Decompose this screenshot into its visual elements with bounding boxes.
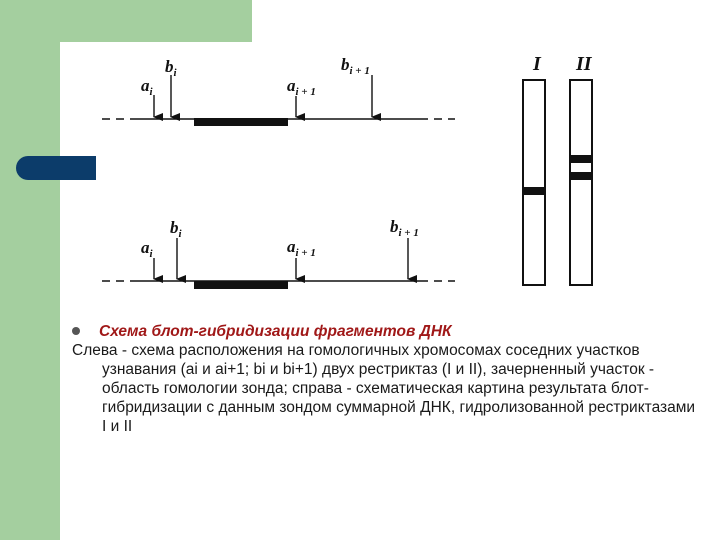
chromosome-row-2 [102,217,455,289]
lane-I-band [523,187,545,195]
lane-label-I: I [533,53,541,75]
gel-lane-I [523,80,545,285]
label-b-i1: $b_{i + 1}$ [390,217,419,239]
label-b-i: $b_i$ [165,57,177,79]
caption-title: Схема блот-гибридизации фрагментов ДНК [99,323,452,340]
lane-II-band-upper [570,155,592,163]
label-a-i1: $a_{i + 1}$ [287,237,316,259]
label-b-i1: $b_{i + 1}$ [341,55,370,77]
lane-II-band-lower [570,172,592,180]
gel-lanes [523,53,593,285]
label-b-i: $b_i$ [170,218,182,240]
probe-region [194,281,288,289]
caption-body: Слева - схема расположения на гомологичных хромосомах соседних участков узнавания (ai и ai+1; bi и bi+1) двух рестриктаз (I и II), зачерненный участок - область гомологии зонда; справа - схематическая картина результата блот-гибридизации с данным зондом суммарной ДНК, гидролизованной рестриктазами I и II [72,342,696,435]
label-a-i1: $a_{i + 1}$ [287,76,316,98]
gel-lane-II [570,80,592,285]
probe-region [194,118,288,126]
label-a-i: $a_i$ [141,238,153,260]
bullet-icon [72,327,80,335]
label-a-i: $a_i$ [141,76,153,98]
figure-caption [72,322,702,436]
chromosome-row-1 [102,55,455,126]
lane-label-II: II [576,53,592,75]
